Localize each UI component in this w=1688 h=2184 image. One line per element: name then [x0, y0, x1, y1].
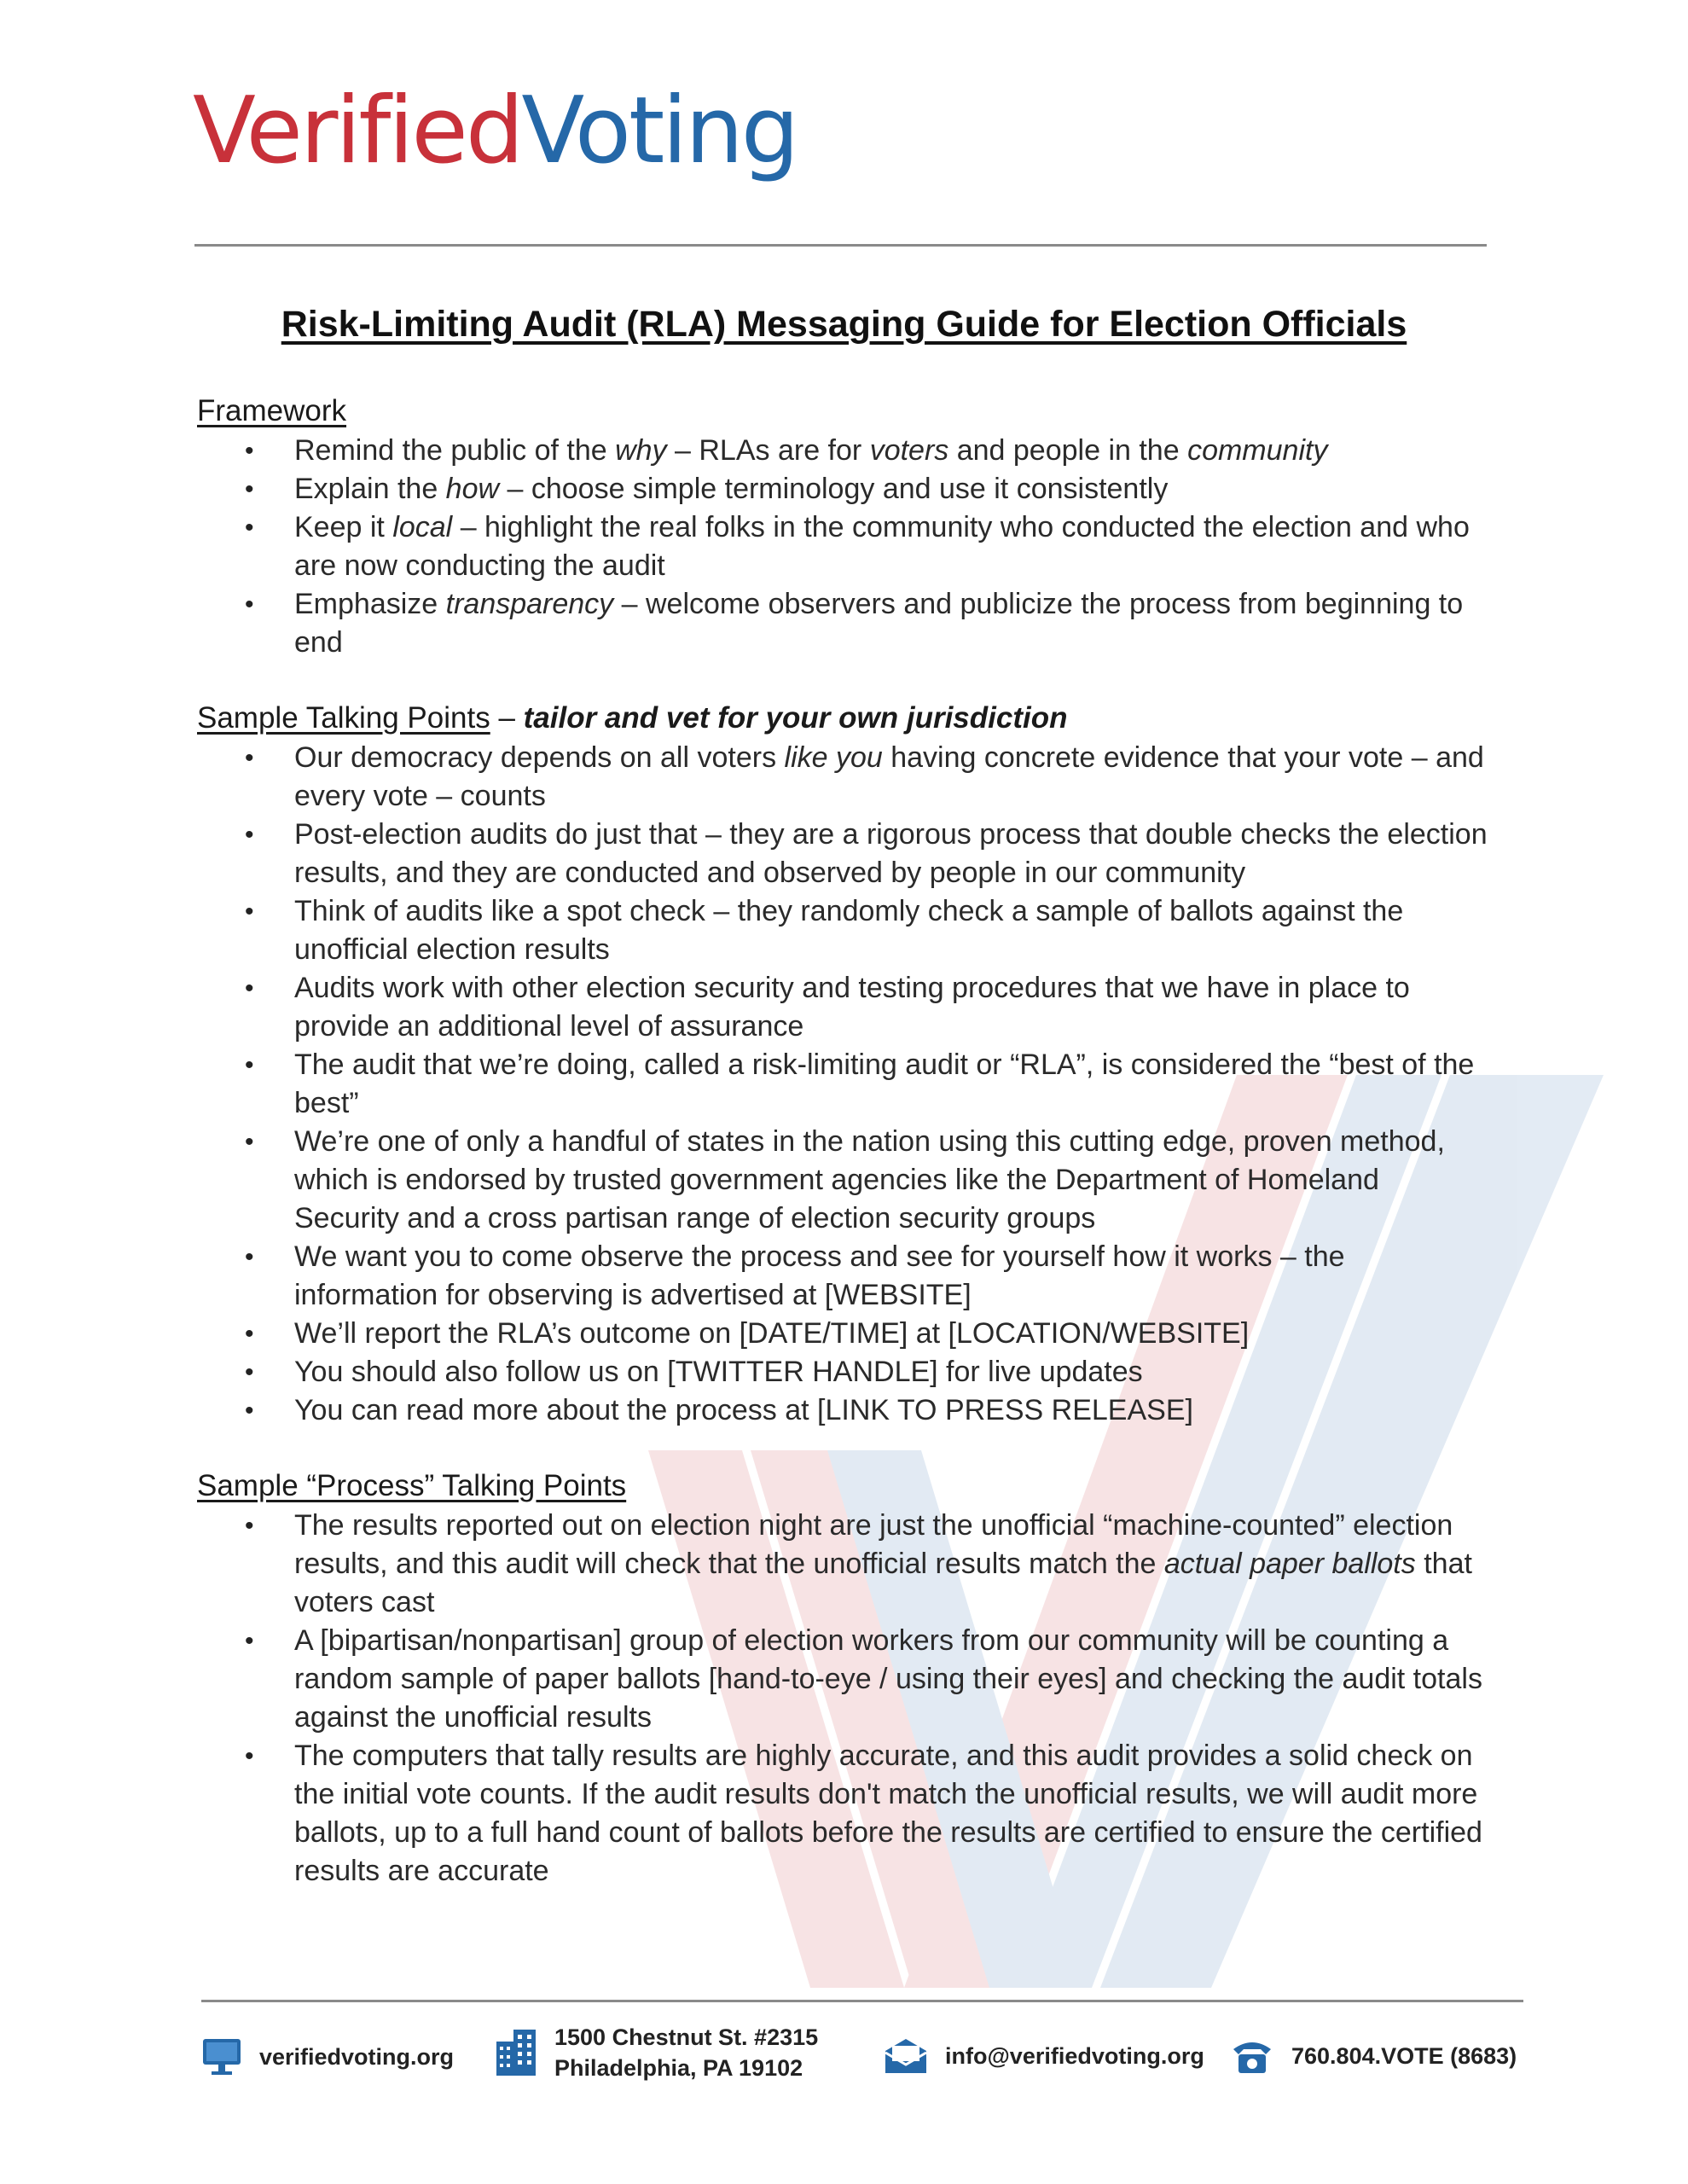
- bullet-text: Emphasize: [294, 588, 446, 620]
- talking-points-heading: [197, 701, 1067, 735]
- talking-point-item: [0, 816, 1488, 892]
- bullet-text: that voters cast: [294, 1548, 1472, 1618]
- footer-address: [495, 2022, 818, 2083]
- framework-item: [0, 432, 1488, 470]
- bullet-text: The computers that tally results are highly accurate, and this audit provides a solid check on the initial vote counts. If the audit results don't match the unofficial results, we will audit more ballots, up to a full hand count of ballots before the results are certified to ensure the certified results are accurate: [294, 1740, 1482, 1887]
- heading-dash: –: [490, 701, 524, 735]
- process-points-heading-text: Sample “Process” Talking Points: [197, 1469, 627, 1502]
- talking-point-item: [0, 1238, 1488, 1315]
- bullet-text: – RLAs are for: [666, 434, 870, 467]
- header-divider: [194, 244, 1487, 247]
- talking-point-item: [0, 739, 1488, 816]
- envelope-icon: [884, 2037, 928, 2075]
- process-points-list: [0, 1507, 1488, 1891]
- bullet-text: Audits work with other election security and testing procedures that we have in place to provide an additional level of assurance: [294, 972, 1410, 1043]
- bullet-text: Post-election audits do just that – they are a rigorous process that double checks the election results, and they are conducted and observed by people in our community: [294, 818, 1488, 889]
- process-point-item: [0, 1622, 1488, 1737]
- address-line-1: 1500 Chestnut St. #2315: [554, 2024, 819, 2050]
- framework-item: [0, 585, 1488, 662]
- emphasis-text: local: [392, 511, 453, 543]
- talking-point-item: [0, 1353, 1488, 1391]
- page-title: Risk-Limiting Audit (RLA) Messaging Guide for Election Officials: [281, 304, 1407, 345]
- footer-phone[interactable]: [1230, 2037, 1517, 2075]
- emphasis-text: like you: [784, 741, 883, 774]
- talking-point-item: [0, 1046, 1488, 1123]
- talking-point-item: [0, 1123, 1488, 1238]
- website-link[interactable]: verifiedvoting.org: [259, 2043, 455, 2070]
- bullet-text: The audit that we’re doing, called a risk-limiting audit or “RLA”, is considered the “best of the best”: [294, 1048, 1475, 1119]
- framework-item: [0, 508, 1488, 585]
- bullet-text: Explain the: [294, 473, 446, 505]
- footer: [0, 2022, 1688, 2099]
- talking-point-item: [0, 969, 1488, 1046]
- email-link[interactable]: info@verifiedvoting.org: [945, 2042, 1204, 2069]
- bullet-text: and people in the: [948, 434, 1188, 467]
- talking-point-item: [0, 1391, 1488, 1430]
- process-points-heading: [197, 1469, 626, 1503]
- talking-points-subheading: tailor and vet for your own jurisdiction: [523, 701, 1068, 735]
- framework-item: [0, 470, 1488, 508]
- emphasis-text: actual paper ballots: [1163, 1548, 1416, 1580]
- bullet-text: Our democracy depends on all voters: [294, 741, 785, 774]
- address-line-2: Philadelphia, PA 19102: [554, 2055, 803, 2081]
- process-point-item: [0, 1507, 1488, 1622]
- footer-website[interactable]: [201, 2037, 454, 2077]
- framework-heading-text: Framework: [197, 394, 347, 427]
- framework-heading: [197, 394, 346, 428]
- bullet-text: Keep it: [294, 511, 393, 543]
- logo-verified-text: Verified: [193, 78, 522, 184]
- talking-point-item: [0, 1315, 1488, 1353]
- bullet-text: You should also follow us on [TWITTER HANDLE] for live updates: [294, 1356, 1143, 1388]
- bullet-text: – welcome observers and publicize the process from beginning to end: [294, 588, 1464, 659]
- verified-voting-logo: [193, 78, 798, 184]
- framework-list: [0, 432, 1488, 662]
- phone-number[interactable]: 760.804.VOTE (8683): [1291, 2042, 1517, 2069]
- footer-email[interactable]: [884, 2037, 1204, 2075]
- bullet-text: having concrete evidence that your vote – and every vote – counts: [294, 741, 1484, 812]
- bullet-text: – choose simple terminology and use it consistently: [499, 473, 1169, 505]
- computer-icon: [201, 2037, 242, 2077]
- emphasis-text: community: [1187, 434, 1328, 467]
- emphasis-text: voters: [869, 434, 949, 467]
- bullet-text: You can read more about the process at [LINK TO PRESS RELEASE]: [294, 1394, 1193, 1426]
- telephone-icon: [1230, 2037, 1274, 2075]
- logo-voting-text: Voting: [521, 78, 798, 184]
- emphasis-text: how: [445, 473, 500, 505]
- talking-point-item: [0, 892, 1488, 969]
- bullet-text: We want you to come observe the process and see for yourself how it works – the information for observing is advertised at [WEBSITE]: [294, 1240, 1345, 1311]
- building-icon: [495, 2028, 537, 2077]
- talking-points-list: [0, 739, 1488, 1430]
- emphasis-text: transparency: [445, 588, 614, 620]
- bullet-text: – highlight the real folks in the community who conducted the election and who are now conducting the audit: [294, 511, 1470, 582]
- address-block: [554, 2022, 818, 2083]
- bullet-text: We’re one of only a handful of states in the nation using this cutting edge, proven method, which is endorsed by trusted government agencies like the Department of Homeland Security and a cross partisan range of election security groups: [294, 1125, 1445, 1234]
- bullet-text: The results reported out on election night are just the unofficial “machine-counted” election results, and this audit will check that the unofficial results match the: [294, 1509, 1453, 1580]
- talking-points-heading-text: Sample Talking Points: [197, 701, 490, 735]
- bullet-text: Think of audits like a spot check – they randomly check a sample of ballots against the unofficial election results: [294, 895, 1404, 966]
- bullet-text: A [bipartisan/nonpartisan] group of election workers from our community will be counting a random sample of paper ballots [hand-to-eye / using their eyes] and checking the audit totals against the unofficial results: [294, 1624, 1482, 1734]
- footer-divider: [201, 2000, 1523, 2002]
- bullet-text: Remind the public of the: [294, 434, 616, 467]
- bullet-text: We’ll report the RLA’s outcome on [DATE/TIME] at [LOCATION/WEBSITE]: [294, 1317, 1250, 1350]
- process-point-item: [0, 1737, 1488, 1891]
- emphasis-text: why: [615, 434, 667, 467]
